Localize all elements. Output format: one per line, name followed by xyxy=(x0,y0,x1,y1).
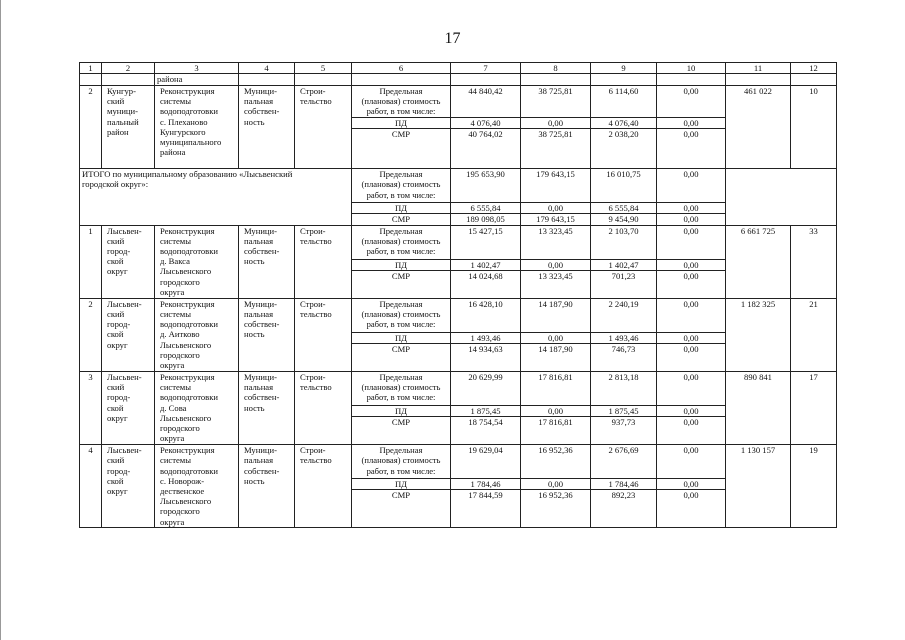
project-number: 1 xyxy=(80,225,102,298)
smr-smr8: 17 816,81 xyxy=(521,417,591,445)
pd-pd8: 0,00 xyxy=(521,406,591,417)
smr-smr10: 0,00 xyxy=(657,417,726,445)
pd-pd8: 0,00 xyxy=(521,479,591,490)
cost-v7: 16 428,10 xyxy=(451,298,521,332)
population-value: 1 182 325 xyxy=(726,298,791,371)
cost-label: Предельная (плановая) стоимость работ, в том числе: xyxy=(352,225,451,259)
cost-v8: 16 952,36 xyxy=(521,445,591,479)
work-type: Строи- тельство xyxy=(295,86,352,169)
municipality: Кунгур- ский муници- пальный район xyxy=(102,86,155,169)
pd-pd10: 0,00 xyxy=(657,118,726,129)
project-number: 2 xyxy=(80,298,102,371)
smr-label: СМР xyxy=(352,417,451,445)
smr-smr10: 0,00 xyxy=(657,344,726,372)
pd-pd10: 0,00 xyxy=(657,479,726,490)
cost-v9: 16 010,75 xyxy=(591,169,657,203)
column-header-10: 10 xyxy=(657,63,726,74)
smr-smr7: 18 754,54 xyxy=(451,417,521,445)
pd-pd7: 6 555,84 xyxy=(451,203,521,214)
project-row xyxy=(80,298,837,332)
column-header-7: 7 xyxy=(451,63,521,74)
smr-smr7: 40 764,02 xyxy=(451,129,521,169)
pd-pd10: 0,00 xyxy=(657,259,726,270)
project-row xyxy=(80,225,837,259)
column-header-12: 12 xyxy=(791,63,837,74)
column-number-row xyxy=(80,63,837,74)
cost-v10: 0,00 xyxy=(657,225,726,259)
pd-pd8: 0,00 xyxy=(521,118,591,129)
page-left-edge xyxy=(0,0,1,640)
smr-smr8: 38 725,81 xyxy=(521,129,591,169)
cost-v10: 0,00 xyxy=(657,169,726,203)
cost-v9: 2 103,70 xyxy=(591,225,657,259)
population-value: 1 130 157 xyxy=(726,445,791,528)
smr-label: СМР xyxy=(352,129,451,169)
population-value: 461 022 xyxy=(726,86,791,169)
project-number: 3 xyxy=(80,372,102,445)
cost-label: Предельная (плановая) стоимость работ, в том числе: xyxy=(352,86,451,118)
pd-pd7: 1 493,46 xyxy=(451,332,521,343)
object-name: Реконструкция системы водоподготовки с. Новорож- дественское Лысьвенского городского округа xyxy=(155,445,239,528)
smr-smr9: 9 454,90 xyxy=(591,214,657,225)
cost-v10: 0,00 xyxy=(657,372,726,406)
smr-smr10: 0,00 xyxy=(657,270,726,298)
ownership-form: Муници- пальная собствен- ность xyxy=(239,372,295,445)
object-name: Реконструкция системы водоподготовки с. Плеханово Кунгурского муниципального района xyxy=(155,86,239,169)
cost-v9: 2 240,19 xyxy=(591,298,657,332)
cost-v10: 0,00 xyxy=(657,298,726,332)
project-row xyxy=(80,86,837,118)
cost-v8: 38 725,81 xyxy=(521,86,591,118)
smr-smr8: 16 952,36 xyxy=(521,490,591,528)
cost-v7: 15 427,15 xyxy=(451,225,521,259)
count-value: 19 xyxy=(791,445,837,528)
work-type: Строи- тельство xyxy=(295,372,352,445)
pd-label: ПД xyxy=(352,406,451,417)
cost-v7: 44 840,42 xyxy=(451,86,521,118)
smr-smr8: 14 187,90 xyxy=(521,344,591,372)
cost-v9: 2 676,69 xyxy=(591,445,657,479)
pd-pd7: 4 076,40 xyxy=(451,118,521,129)
object-name: Реконструкция системы водоподготовки д. Аитково Лысьвенского городского округа xyxy=(155,298,239,371)
pd-label: ПД xyxy=(352,332,451,343)
project-row xyxy=(80,372,837,406)
work-type: Строи- тельство xyxy=(295,445,352,528)
work-type: Строи- тельство xyxy=(295,298,352,371)
total-label: ИТОГО по муниципальному образованию «Лысьвенский городской округ»: xyxy=(80,169,352,225)
smr-label: СМР xyxy=(352,490,451,528)
cost-v8: 13 323,45 xyxy=(521,225,591,259)
count-value: 33 xyxy=(791,225,837,298)
pd-pd9: 6 555,84 xyxy=(591,203,657,214)
total-row xyxy=(80,169,837,203)
pd-label: ПД xyxy=(352,479,451,490)
smr-smr9: 937,73 xyxy=(591,417,657,445)
population-value: 890 841 xyxy=(726,372,791,445)
column-header-8: 8 xyxy=(521,63,591,74)
pd-label: ПД xyxy=(352,259,451,270)
smr-smr8: 179 643,15 xyxy=(521,214,591,225)
investment-table-container xyxy=(79,62,837,528)
pd-pd8: 0,00 xyxy=(521,203,591,214)
cost-v7: 195 653,90 xyxy=(451,169,521,203)
smr-smr10: 0,00 xyxy=(657,490,726,528)
pd-pd9: 1 875,45 xyxy=(591,406,657,417)
column-header-5: 5 xyxy=(295,63,352,74)
smr-label: СМР xyxy=(352,344,451,372)
municipality: Лысьвен- ский город- ской округ xyxy=(102,372,155,445)
continuation-row xyxy=(80,74,837,86)
municipality: Лысьвен- ский город- ской округ xyxy=(102,445,155,528)
pd-pd7: 1 402,47 xyxy=(451,259,521,270)
count-value: 10 xyxy=(791,86,837,169)
page-number: 17 xyxy=(444,30,461,47)
smr-smr10: 0,00 xyxy=(657,214,726,225)
smr-smr9: 892,23 xyxy=(591,490,657,528)
ownership-form: Муници- пальная собствен- ность xyxy=(239,445,295,528)
pd-pd8: 0,00 xyxy=(521,332,591,343)
table-body xyxy=(80,63,837,528)
pd-label: ПД xyxy=(352,203,451,214)
cost-v8: 17 816,81 xyxy=(521,372,591,406)
ownership-form: Муници- пальная собствен- ность xyxy=(239,86,295,169)
pd-pd10: 0,00 xyxy=(657,406,726,417)
cost-v10: 0,00 xyxy=(657,445,726,479)
cost-v8: 179 643,15 xyxy=(521,169,591,203)
project-number: 4 xyxy=(80,445,102,528)
municipality: Лысьвен- ский город- ской округ xyxy=(102,298,155,371)
smr-smr7: 189 098,05 xyxy=(451,214,521,225)
project-number: 2 xyxy=(80,86,102,169)
object-name: Реконструкция системы водоподготовки д. Вакса Лысьвенского городского округа xyxy=(155,225,239,298)
project-row xyxy=(80,445,837,479)
smr-label: СМР xyxy=(352,214,451,225)
cost-v8: 14 187,90 xyxy=(521,298,591,332)
cost-v9: 2 813,18 xyxy=(591,372,657,406)
population-value: 6 661 725 xyxy=(726,225,791,298)
smr-label: СМР xyxy=(352,270,451,298)
object-name: Реконструкция системы водоподготовки д. Сова Лысьвенского городского округа xyxy=(155,372,239,445)
pd-label: ПД xyxy=(352,118,451,129)
pd-pd9: 1 493,46 xyxy=(591,332,657,343)
pd-pd7: 1 875,45 xyxy=(451,406,521,417)
column-header-2: 2 xyxy=(102,63,155,74)
cost-label: Предельная (плановая) стоимость работ, в том числе: xyxy=(352,445,451,479)
continued-object-name: района xyxy=(155,74,239,86)
pd-pd10: 0,00 xyxy=(657,203,726,214)
smr-smr9: 2 038,20 xyxy=(591,129,657,169)
count-value: 17 xyxy=(791,372,837,445)
pd-pd8: 0,00 xyxy=(521,259,591,270)
column-header-4: 4 xyxy=(239,63,295,74)
cost-v9: 6 114,60 xyxy=(591,86,657,118)
smr-smr9: 746,73 xyxy=(591,344,657,372)
investment-table xyxy=(79,62,837,528)
smr-smr7: 14 024,68 xyxy=(451,270,521,298)
cost-v7: 19 629,04 xyxy=(451,445,521,479)
pd-pd9: 1 402,47 xyxy=(591,259,657,270)
smr-smr9: 701,23 xyxy=(591,270,657,298)
column-header-9: 9 xyxy=(591,63,657,74)
pd-pd10: 0,00 xyxy=(657,332,726,343)
ownership-form: Муници- пальная собствен- ность xyxy=(239,298,295,371)
smr-smr7: 17 844,59 xyxy=(451,490,521,528)
column-header-11: 11 xyxy=(726,63,791,74)
pd-pd9: 4 076,40 xyxy=(591,118,657,129)
pd-pd9: 1 784,46 xyxy=(591,479,657,490)
cost-v10: 0,00 xyxy=(657,86,726,118)
column-header-1: 1 xyxy=(80,63,102,74)
count-value: 21 xyxy=(791,298,837,371)
smr-smr10: 0,00 xyxy=(657,129,726,169)
column-header-6: 6 xyxy=(352,63,451,74)
cost-label: Предельная (плановая) стоимость работ, в том числе: xyxy=(352,298,451,332)
cost-label: Предельная (плановая) стоимость работ, в том числе: xyxy=(352,372,451,406)
cost-v7: 20 629,99 xyxy=(451,372,521,406)
work-type: Строи- тельство xyxy=(295,225,352,298)
column-header-3: 3 xyxy=(155,63,239,74)
smr-smr8: 13 323,45 xyxy=(521,270,591,298)
total-empty-cell xyxy=(726,169,837,225)
ownership-form: Муници- пальная собствен- ность xyxy=(239,225,295,298)
municipality: Лысьвен- ский город- ской округ xyxy=(102,225,155,298)
smr-smr7: 14 934,63 xyxy=(451,344,521,372)
pd-pd7: 1 784,46 xyxy=(451,479,521,490)
cost-label: Предельная (плановая) стоимость работ, в том числе: xyxy=(352,169,451,203)
